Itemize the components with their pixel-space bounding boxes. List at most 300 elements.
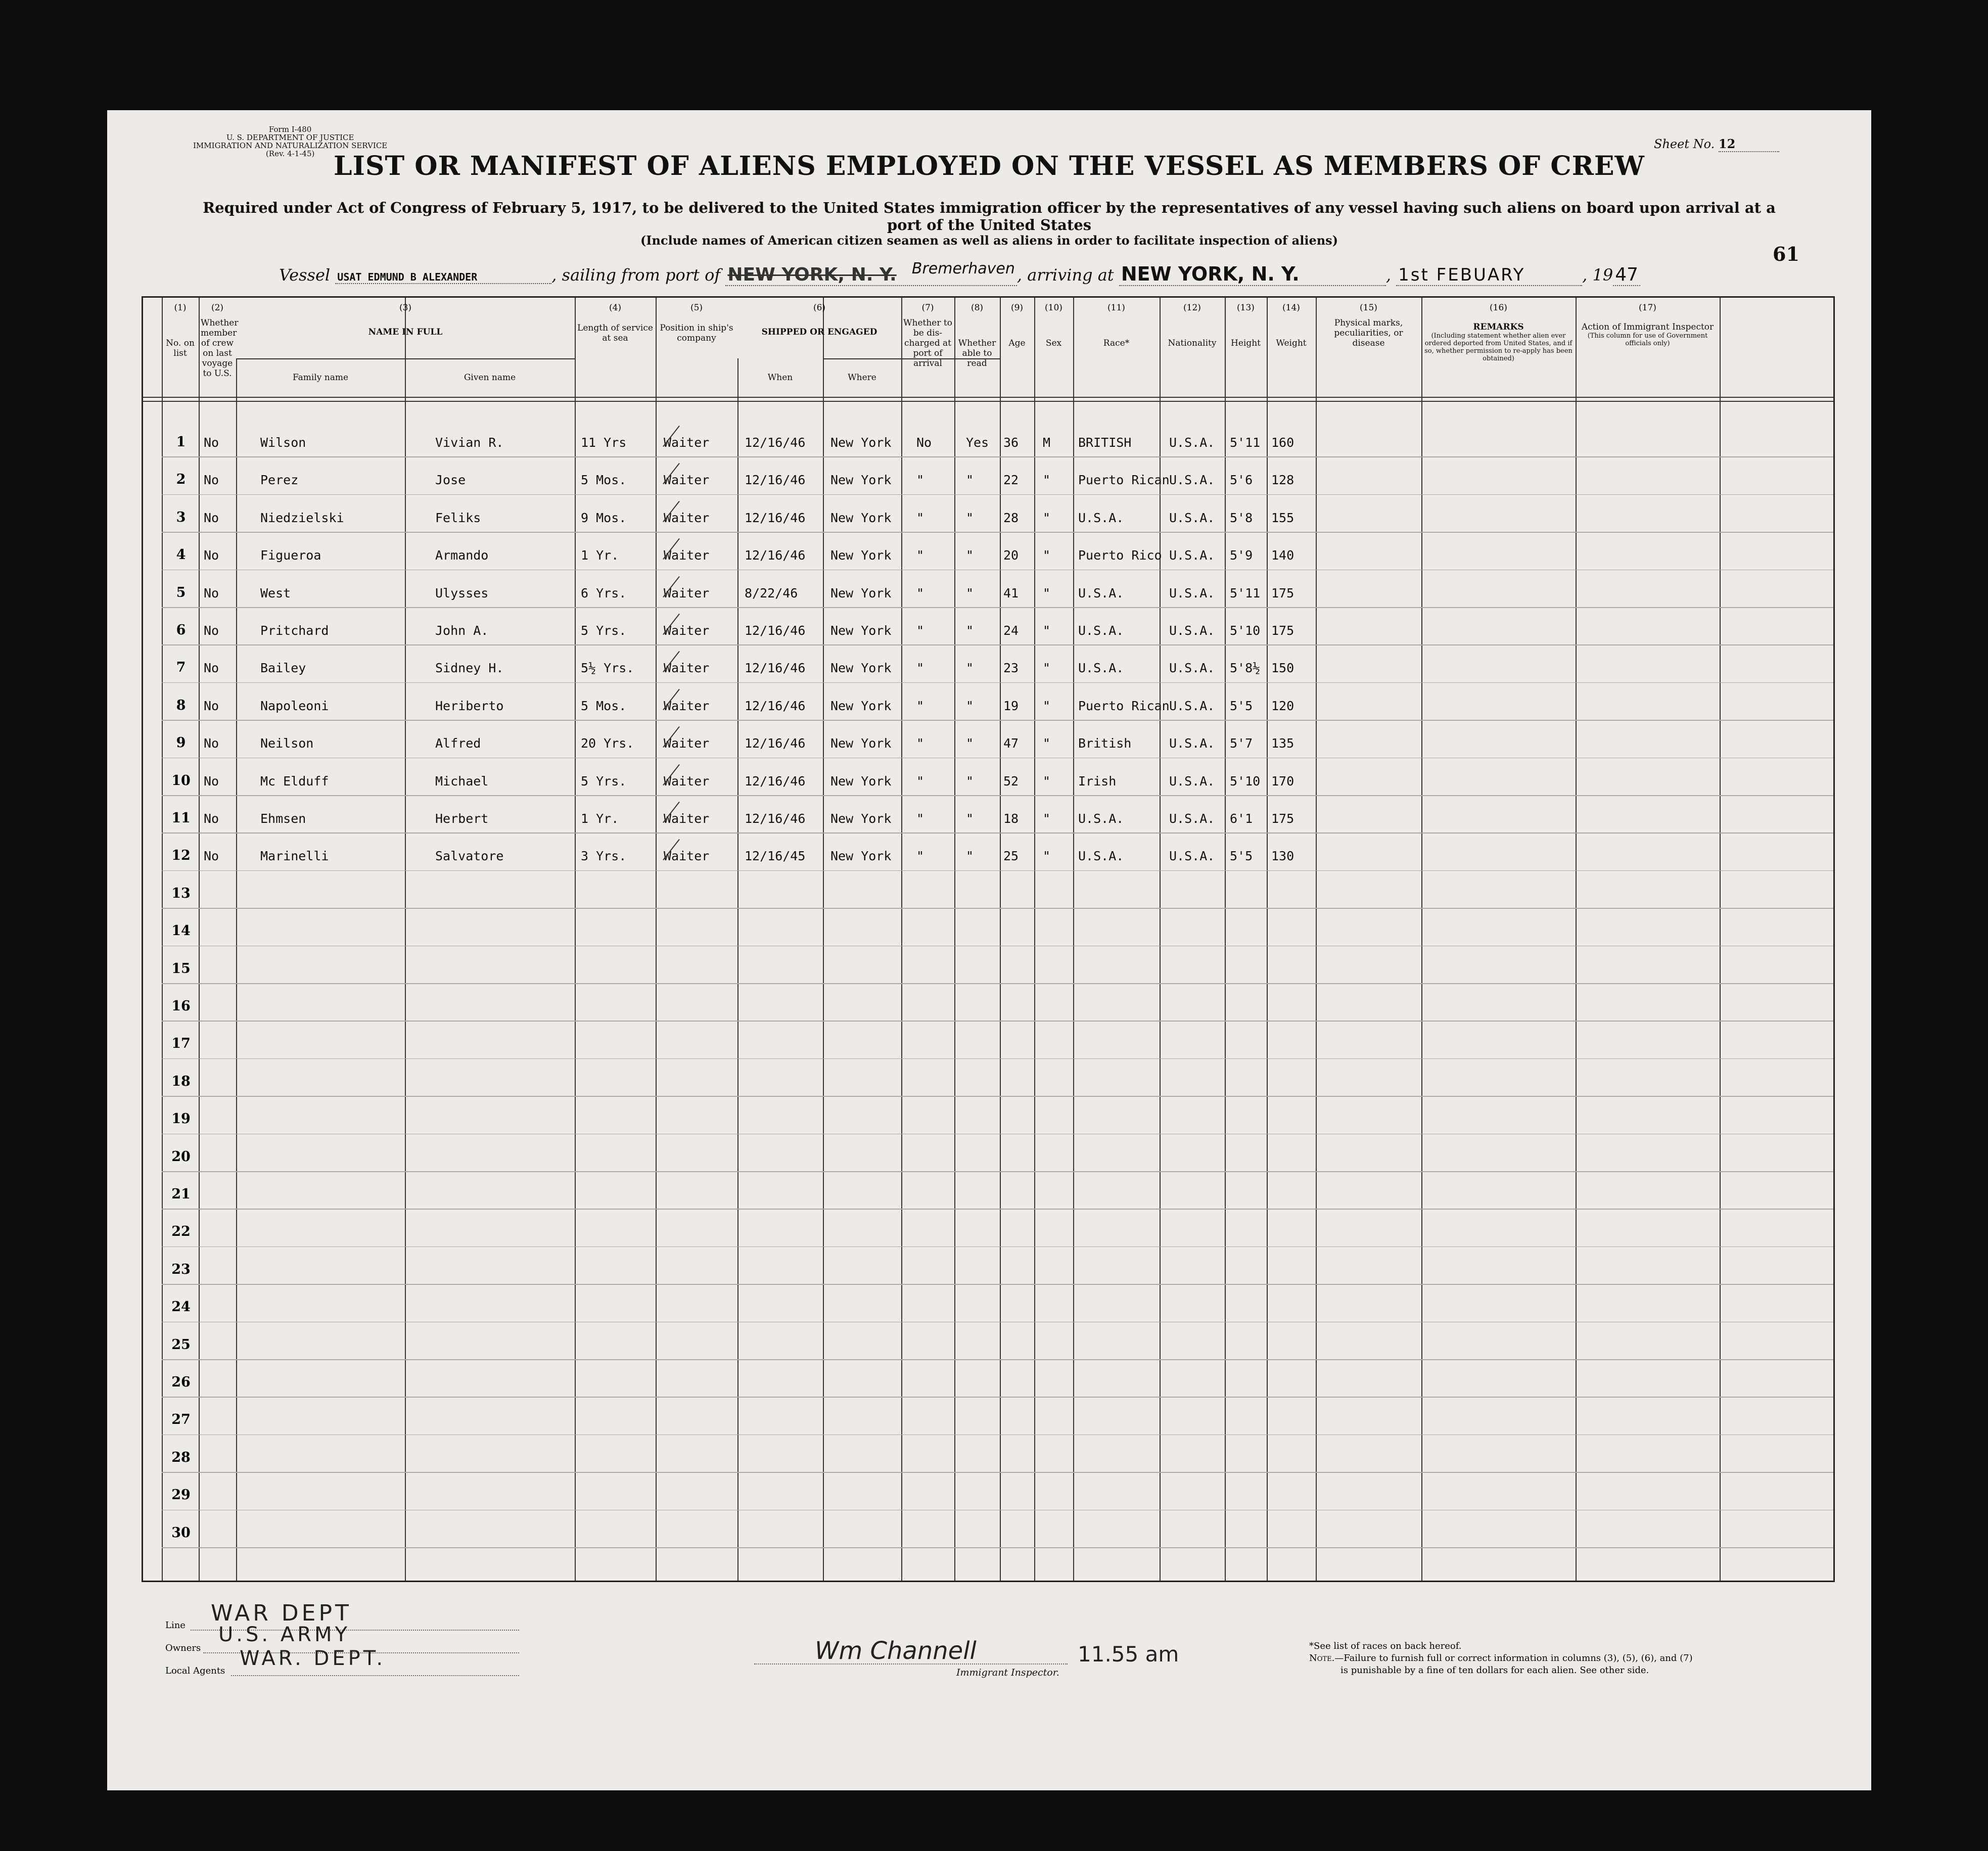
- cell-position: Waiter: [664, 661, 710, 676]
- cell-when: 12/16/46: [745, 773, 806, 789]
- cell-read: ": [966, 585, 974, 600]
- row-number: 13: [171, 885, 191, 901]
- sailing-label: , sailing from port of: [551, 265, 721, 285]
- cell-read: ": [966, 548, 974, 563]
- owners-value: U.S. ARMY: [218, 1623, 350, 1646]
- column-divider: [1421, 298, 1422, 1581]
- column-divider: [901, 298, 902, 1581]
- row-rule: [162, 1021, 1833, 1022]
- cell-given: Feliks: [435, 510, 481, 525]
- cell-given: Sidney H.: [435, 661, 504, 676]
- cell-last: No: [204, 661, 219, 676]
- row-rule: [162, 682, 1833, 683]
- cell-age: 23: [1003, 661, 1019, 676]
- cell-family: Neilson: [260, 736, 314, 751]
- column-number: (2): [211, 303, 224, 313]
- form-revision: (Rev. 4-1-45): [265, 149, 315, 158]
- races-note: *See list of races on back hereof.: [1309, 1641, 1462, 1651]
- cell-position: Waiter: [664, 698, 710, 713]
- cell-service: 1 Yr.: [581, 548, 619, 563]
- cell-service: 5½ Yrs.: [581, 661, 634, 676]
- cell-height: 5'9: [1230, 548, 1253, 563]
- row-number: 4: [176, 547, 186, 563]
- cell-service: 5 Mos.: [581, 698, 627, 713]
- column-header: Physical marks, peculiarities, or disease: [1334, 318, 1403, 348]
- cell-position: Waiter: [664, 773, 710, 789]
- sheet-number-value: 12: [1719, 136, 1779, 152]
- cell-where: New York: [830, 736, 892, 751]
- column-subheader: Family name: [292, 373, 349, 383]
- cell-read: ": [966, 661, 974, 676]
- column-divider: [199, 298, 200, 1581]
- form-department: U. S. DEPARTMENT OF JUSTICE: [226, 133, 354, 142]
- cell-where: New York: [830, 623, 892, 638]
- row-number: 7: [176, 660, 186, 676]
- row-number: 14: [171, 923, 191, 939]
- row-number: 5: [176, 584, 186, 600]
- page-title: LIST OR MANIFEST OF ALIENS EMPLOYED ON THE VESSEL AS MEMBERS OF CREW: [334, 151, 1645, 181]
- cell-given: Vivian R.: [435, 435, 504, 450]
- cell-age: 41: [1003, 585, 1019, 600]
- cell-given: Jose: [435, 473, 466, 488]
- cell-family: Bailey: [260, 661, 306, 676]
- cell-when: 12/16/46: [745, 736, 806, 751]
- line-value: WAR DEPT: [211, 1600, 352, 1626]
- cell-height: 5'5: [1230, 698, 1253, 713]
- cell-read: Yes: [966, 435, 989, 450]
- cell-where: New York: [830, 661, 892, 676]
- row-rule: [162, 946, 1833, 947]
- cell-height: 5'5: [1230, 849, 1253, 864]
- cell-position: Waiter: [664, 849, 710, 864]
- cell-nationality: U.S.A.: [1169, 849, 1215, 864]
- row-rule: [162, 1434, 1833, 1436]
- cell-disch: ": [916, 661, 924, 676]
- column-divider: [405, 298, 406, 1581]
- inspector-signature: Wm Channell: [815, 1637, 977, 1665]
- requirement-text: Required under Act of Congress of February 5, 1917, to be delivered to the United States immigration officer by the representatives of any vessel having such aliens on board upon arrival at a port of the United States: [203, 199, 1776, 234]
- column-header: Weight: [1276, 338, 1307, 348]
- cell-nationality: U.S.A.: [1169, 435, 1215, 450]
- cell-disch: ": [916, 736, 924, 751]
- cell-service: 5 Yrs.: [581, 773, 627, 789]
- cell-nationality: U.S.A.: [1169, 773, 1215, 789]
- cell-nationality: U.S.A.: [1169, 623, 1215, 638]
- cell-weight: 128: [1271, 473, 1294, 488]
- cell-nationality: U.S.A.: [1169, 548, 1215, 563]
- cell-race: Irish: [1078, 773, 1117, 789]
- cell-height: 5'8: [1230, 510, 1253, 525]
- cell-weight: 135: [1271, 736, 1294, 751]
- column-header: SHIPPED OR ENGAGED: [761, 327, 877, 337]
- column-header-title: REMARKS: [1473, 322, 1524, 332]
- cell-race: BRITISH: [1078, 435, 1132, 450]
- column-number: (16): [1490, 303, 1507, 313]
- inspection-time: 11.55 am: [1078, 1642, 1179, 1667]
- cell-height: 5'8½: [1230, 661, 1261, 676]
- arrival-date: 1st FEBUARY: [1398, 265, 1525, 285]
- cell-where: New York: [830, 585, 892, 600]
- column-divider: [1316, 298, 1317, 1581]
- column-subheader: Given name: [464, 373, 516, 383]
- column-divider: [1034, 298, 1035, 1581]
- cell-disch: ": [916, 811, 924, 826]
- cell-sex: ": [1043, 736, 1051, 751]
- row-rule: [162, 758, 1833, 759]
- column-number: (5): [690, 303, 703, 313]
- cell-family: Niedzielski: [260, 510, 344, 525]
- column-number: (6): [813, 303, 826, 313]
- cell-read: ": [966, 811, 974, 826]
- cell-where: New York: [830, 811, 892, 826]
- column-header: Race*: [1103, 338, 1130, 348]
- cell-when: 12/16/46: [745, 623, 806, 638]
- row-number: 24: [171, 1299, 191, 1315]
- column-header: No. on list: [166, 338, 195, 358]
- cell-position: Waiter: [664, 623, 710, 638]
- row-number: 30: [171, 1524, 191, 1541]
- column-divider: [575, 298, 576, 1581]
- cell-where: New York: [830, 849, 892, 864]
- row-number: 18: [171, 1073, 191, 1089]
- sheet-number-field: [1654, 136, 1779, 152]
- row-rule: [162, 1096, 1833, 1097]
- cell-race: U.S.A.: [1078, 811, 1124, 826]
- column-header: [1423, 322, 1574, 362]
- cell-sex: M: [1043, 435, 1051, 450]
- cell-race: U.S.A.: [1078, 849, 1124, 864]
- local-agents-value: WAR. DEPT.: [240, 1647, 386, 1670]
- cell-when: 12/16/46: [745, 510, 806, 525]
- column-number: (13): [1237, 303, 1255, 313]
- subheader-rule: [236, 358, 575, 359]
- cell-nationality: U.S.A.: [1169, 510, 1215, 525]
- cell-race: U.S.A.: [1078, 661, 1124, 676]
- column-divider: [1720, 298, 1721, 1581]
- cell-sex: ": [1043, 623, 1051, 638]
- cell-last: No: [204, 510, 219, 525]
- row-rule: [162, 532, 1833, 533]
- row-rule: [162, 456, 1833, 457]
- cell-disch: ": [916, 698, 924, 713]
- column-number: (9): [1010, 303, 1024, 313]
- local-agents-label: Local Agents: [165, 1665, 225, 1676]
- column-header: Whether able to read: [958, 338, 996, 368]
- cell-weight: 160: [1271, 435, 1294, 450]
- row-rule: [162, 983, 1833, 984]
- column-number: (12): [1183, 303, 1201, 313]
- column-divider: [1267, 298, 1268, 1581]
- cell-last: No: [204, 435, 219, 450]
- cell-when: 12/16/46: [745, 435, 806, 450]
- cell-race: U.S.A.: [1078, 510, 1124, 525]
- row-number: 29: [171, 1487, 191, 1503]
- row-number: 8: [176, 697, 186, 713]
- cell-sex: ": [1043, 849, 1051, 864]
- cell-given: Ulysses: [435, 585, 489, 600]
- cell-sex: ": [1043, 773, 1051, 789]
- cell-last: No: [204, 811, 219, 826]
- cell-family: West: [260, 585, 291, 600]
- cell-given: John A.: [435, 623, 489, 638]
- column-divider: [954, 298, 955, 1581]
- cell-read: ": [966, 736, 974, 751]
- note-label: Note.: [1309, 1653, 1335, 1663]
- cell-family: Perez: [260, 473, 299, 488]
- cell-read: ": [966, 849, 974, 864]
- cell-height: 5'10: [1230, 623, 1261, 638]
- cell-given: Herbert: [435, 811, 489, 826]
- cell-service: 6 Yrs.: [581, 585, 627, 600]
- cell-weight: 150: [1271, 661, 1294, 676]
- cell-when: 12/16/46: [745, 548, 806, 563]
- row-number: 3: [176, 509, 186, 525]
- cell-age: 36: [1003, 435, 1019, 450]
- cell-read: ": [966, 623, 974, 638]
- cell-read: ": [966, 773, 974, 789]
- cell-service: 5 Yrs.: [581, 623, 627, 638]
- cell-last: No: [204, 736, 219, 751]
- column-divider: [1073, 298, 1074, 1581]
- cell-given: Alfred: [435, 736, 481, 751]
- cell-height: 5'11: [1230, 585, 1261, 600]
- cell-last: No: [204, 698, 219, 713]
- row-rule: [162, 1058, 1833, 1059]
- cell-age: 28: [1003, 510, 1019, 525]
- row-number: 28: [171, 1449, 191, 1465]
- column-header: Height: [1231, 338, 1261, 348]
- cell-family: Napoleoni: [260, 698, 329, 713]
- cell-position: Waiter: [664, 811, 710, 826]
- cell-read: ": [966, 698, 974, 713]
- cell-where: New York: [830, 435, 892, 450]
- cell-when: 12/16/45: [745, 849, 806, 864]
- cell-family: Marinelli: [260, 849, 329, 864]
- cell-read: ": [966, 510, 974, 525]
- row-number: 9: [176, 735, 186, 751]
- cell-weight: 175: [1271, 585, 1294, 600]
- cell-weight: 120: [1271, 698, 1294, 713]
- cell-height: 5'11: [1230, 435, 1261, 450]
- row-number: 17: [171, 1036, 191, 1052]
- cell-weight: 140: [1271, 548, 1294, 563]
- row-number: 27: [171, 1412, 191, 1428]
- row-rule: [162, 1209, 1833, 1210]
- cell-age: 18: [1003, 811, 1019, 826]
- row-number: 6: [176, 622, 186, 638]
- cell-where: New York: [830, 510, 892, 525]
- sailing-port-struck: NEW YORK, N. Y.: [727, 264, 897, 285]
- cell-position: Waiter: [664, 473, 710, 488]
- cell-age: 19: [1003, 698, 1019, 713]
- manifest-sheet: [107, 110, 1871, 1790]
- cell-given: Michael: [435, 773, 489, 789]
- cell-age: 52: [1003, 773, 1019, 789]
- cell-service: 20 Yrs.: [581, 736, 634, 751]
- row-rule: [162, 1134, 1833, 1135]
- year-prefix: 19: [1592, 265, 1613, 285]
- column-header: Whether to be dis-charged at port of arrival: [903, 318, 952, 368]
- cell-position: Waiter: [664, 548, 710, 563]
- column-number: (17): [1639, 303, 1656, 313]
- column-header: Sex: [1045, 338, 1062, 348]
- cell-disch: ": [916, 773, 924, 789]
- cell-weight: 130: [1271, 849, 1294, 864]
- cell-nationality: U.S.A.: [1169, 661, 1215, 676]
- cell-family: Ehmsen: [260, 811, 306, 826]
- cell-where: New York: [830, 698, 892, 713]
- cell-race: Puerto Rico: [1078, 548, 1162, 563]
- cell-service: 1 Yr.: [581, 811, 619, 826]
- cell-nationality: U.S.A.: [1169, 811, 1215, 826]
- row-number: 22: [171, 1224, 191, 1240]
- cell-last: No: [204, 773, 219, 789]
- row-number: 19: [171, 1111, 191, 1127]
- cell-age: 47: [1003, 736, 1019, 751]
- row-rule: [162, 795, 1833, 796]
- column-number: (4): [609, 303, 622, 313]
- column-number: (10): [1045, 303, 1062, 313]
- header-rule: [143, 397, 1833, 398]
- note-line-1: —Failure to furnish full or correct information in columns (3), (5), (6), and (7): [1334, 1653, 1693, 1663]
- row-rule: [162, 908, 1833, 909]
- column-header: Nationality: [1168, 338, 1217, 348]
- cell-disch: ": [916, 510, 924, 525]
- column-number: (7): [921, 303, 934, 313]
- cell-last: No: [204, 473, 219, 488]
- column-divider: [656, 298, 657, 1581]
- cell-disch: ": [916, 623, 924, 638]
- row-number: 1: [176, 434, 186, 450]
- row-number: 10: [171, 772, 191, 789]
- column-number: (11): [1107, 303, 1125, 313]
- cell-given: Heriberto: [435, 698, 504, 713]
- cell-where: New York: [830, 773, 892, 789]
- cell-where: New York: [830, 473, 892, 488]
- column-divider: [1576, 298, 1577, 1581]
- sailing-port-handwritten: Bremerhaven: [911, 260, 1015, 277]
- cell-position: Waiter: [664, 435, 710, 450]
- row-rule: [162, 570, 1833, 571]
- cell-last: No: [204, 623, 219, 638]
- column-number: (8): [970, 303, 984, 313]
- cell-weight: 175: [1271, 811, 1294, 826]
- column-number: (3): [399, 303, 412, 313]
- cell-age: 25: [1003, 849, 1019, 864]
- cell-race: U.S.A.: [1078, 585, 1124, 600]
- sheet-number-label: Sheet No.: [1654, 137, 1715, 151]
- row-rule: [162, 1322, 1833, 1323]
- cell-height: 5'6: [1230, 473, 1253, 488]
- row-rule: [162, 870, 1833, 871]
- cell-when: 12/16/46: [745, 698, 806, 713]
- column-header: Length of service at sea: [577, 323, 653, 343]
- cell-when: 12/16/46: [745, 811, 806, 826]
- cell-sex: ": [1043, 510, 1051, 525]
- column-divider: [1160, 298, 1161, 1581]
- note-line-2: is punishable by a fine of ten dollars for each alien. See other side.: [1340, 1665, 1649, 1676]
- cell-nationality: U.S.A.: [1169, 585, 1215, 600]
- form-service: IMMIGRATION AND NATURALIZATION SERVICE: [193, 141, 388, 150]
- row-number: 2: [176, 472, 186, 488]
- row-rule: [162, 720, 1833, 721]
- cell-height: 6'1: [1230, 811, 1253, 826]
- cell-disch: No: [916, 435, 932, 450]
- cell-position: Waiter: [664, 510, 710, 525]
- cell-nationality: U.S.A.: [1169, 473, 1215, 488]
- cell-where: New York: [830, 548, 892, 563]
- cell-sex: ": [1043, 698, 1051, 713]
- cell-weight: 170: [1271, 773, 1294, 789]
- column-divider: [1000, 298, 1001, 1581]
- cell-family: Pritchard: [260, 623, 329, 638]
- line-label: Line: [165, 1620, 186, 1631]
- instruction-note: (Include names of American citizen seamen as well as aliens in order to facilitate inspection of aliens): [640, 233, 1338, 248]
- cell-read: ": [966, 473, 974, 488]
- cell-height: 5'10: [1230, 773, 1261, 789]
- cell-family: Figueroa: [260, 548, 321, 563]
- owners-label: Owners: [165, 1643, 201, 1653]
- row-rule: [162, 1510, 1833, 1511]
- column-header-note: (Including statement whether alien ever ordered deported from United States, and if so, whether permission to re-apply has been obtained): [1424, 332, 1573, 362]
- column-subheader: When: [767, 373, 793, 383]
- vessel-label: Vessel: [279, 265, 331, 285]
- inspector-label: Immigrant Inspector.: [956, 1667, 1059, 1678]
- cell-given: Armando: [435, 548, 489, 563]
- row-number: 15: [171, 960, 191, 977]
- cell-age: 22: [1003, 473, 1019, 488]
- header-rule: [143, 401, 1833, 402]
- column-header-title: Action of Immigrant Inspector: [1581, 322, 1714, 332]
- column-header: Whether member of crew on last voyage to U.S.: [201, 318, 239, 379]
- row-rule: [162, 1397, 1833, 1398]
- vessel-line: Vessel USAT EDMUND B ALEXANDER , sailing from port of NEW YORK, N. Y. Bremerhaven , arriving at NEW YORK, N. Y. , 1st FEBUARY , 19 47: [279, 263, 1640, 286]
- column-header: Position in ship's company: [660, 323, 733, 343]
- cell-when: 12/16/46: [745, 661, 806, 676]
- row-rule: [162, 607, 1833, 608]
- row-number: 16: [171, 998, 191, 1014]
- form-number: Form I-480: [268, 125, 312, 134]
- cell-disch: ": [916, 548, 924, 563]
- row-rule: [162, 1246, 1833, 1247]
- column-divider: [162, 298, 163, 1581]
- cell-sex: ": [1043, 811, 1051, 826]
- row-number: 21: [171, 1186, 191, 1202]
- cell-race: British: [1078, 736, 1132, 751]
- row-rule: [162, 1171, 1833, 1172]
- cell-age: 24: [1003, 623, 1019, 638]
- vessel-name: USAT EDMUND B ALEXANDER: [335, 271, 551, 284]
- row-rule: [162, 1472, 1833, 1473]
- crew-table: [142, 296, 1835, 1582]
- column-divider: [1225, 298, 1226, 1581]
- row-rule: [162, 1359, 1833, 1360]
- cell-family: Mc Elduff: [260, 773, 329, 789]
- cell-height: 5'7: [1230, 736, 1253, 751]
- column-header: [1578, 322, 1718, 347]
- row-number: 25: [171, 1336, 191, 1353]
- cell-service: 3 Yrs.: [581, 849, 627, 864]
- cell-age: 20: [1003, 548, 1019, 563]
- year-suffix: 47: [1613, 264, 1640, 286]
- cell-nationality: U.S.A.: [1169, 698, 1215, 713]
- cell-race: Puerto Rican: [1078, 698, 1170, 713]
- row-number: 12: [171, 848, 191, 864]
- column-number: (14): [1282, 303, 1300, 313]
- cell-family: Wilson: [260, 435, 306, 450]
- cell-when: 8/22/46: [745, 585, 798, 600]
- cell-sex: ": [1043, 548, 1051, 563]
